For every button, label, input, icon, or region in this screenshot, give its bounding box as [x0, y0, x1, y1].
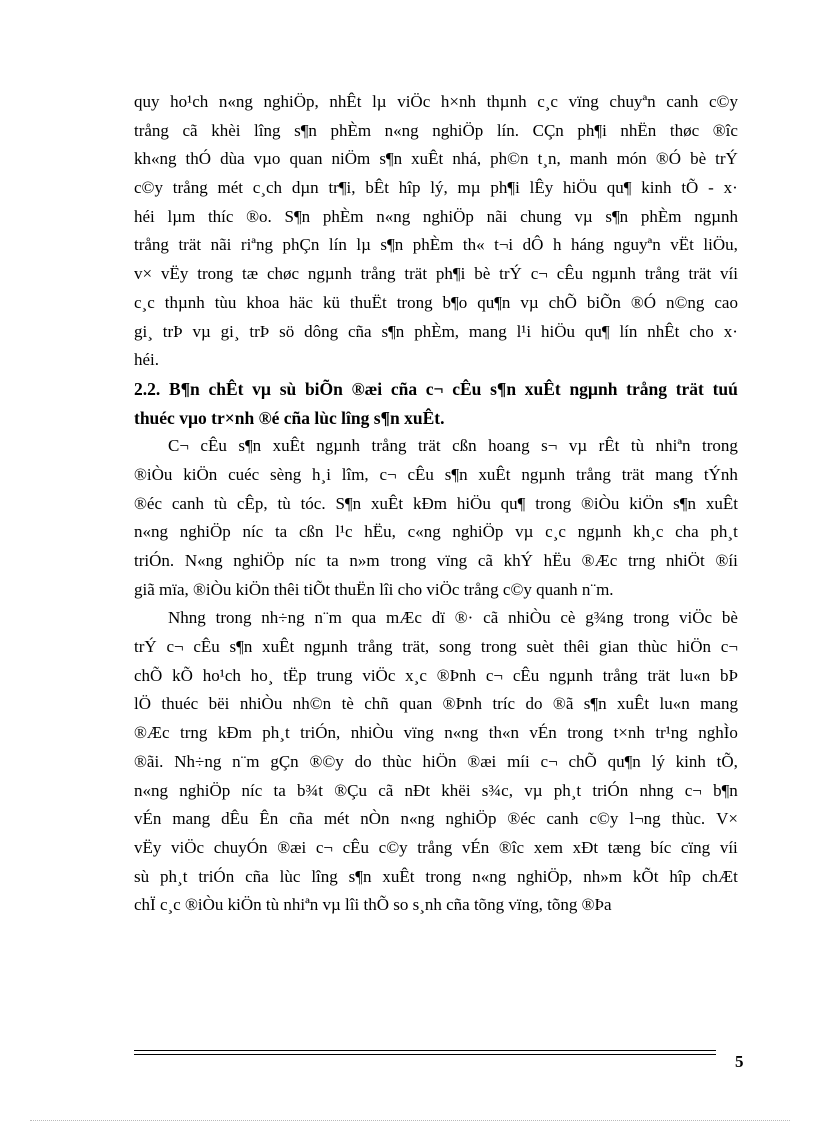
- text-line: chÏ c¸c ®iÒu kiÖn tù nhiªn vµ lîi thÕ so s¸nh cña tõng vïng, tõng ®Þa: [134, 895, 612, 915]
- text-line: ®éc canh tù cÊp, tù tóc. S¶n xuÊt kÐm hiÖu qu¶ trong ®iÒu kiÖn s¶n xuÊt: [134, 493, 738, 513]
- page-edge: [30, 1120, 790, 1121]
- section-heading: [134, 375, 738, 432]
- text-line: C¬ cÊu s¶n xuÊt ngµnh trång trät cßn hoang s¬ vµ rÊt tù nhiªn trong: [168, 436, 738, 456]
- text-line: héi.: [134, 350, 160, 370]
- text-line: kh«ng thÓ dùa vµo quan niÖm s¶n xuÊt nhá, ph©n t¸n, manh món ®Ó bè trÝ: [134, 149, 738, 169]
- paragraph: [134, 604, 738, 920]
- paragraph: [134, 88, 738, 375]
- paragraph: [134, 432, 738, 604]
- text-line: triÓn. N«ng nghiÖp níc ta n»m trong vïng cã khÝ hËu ®Æc trng nhiÖt ®íi: [134, 551, 738, 570]
- text-line: ®iÒu kiÖn cuéc sèng h¸i lîm, c¬ cÊu s¶n xuÊt ngµnh trång trät mang tÝnh: [134, 464, 738, 484]
- text-line: quy ho¹ch n«ng nghiÖp, nhÊt lµ viÖc h×nh thµnh c¸c vïng chuyªn canh c©y: [134, 92, 738, 111]
- text-line: thuéc vµo tr×nh ®é cña lùc lîng s¶n xuÊt.: [134, 407, 445, 428]
- text-line: héi lµm thíc ®o. S¶n phÈm n«ng nghiÖp nãi chung vµ s¶n phÈm ngµnh: [134, 206, 738, 226]
- text-line: v× vËy trong tæ chøc ngµnh trång trät ph¶i bè trÝ c¬ cÊu ngµnh trång trät víi: [134, 264, 738, 284]
- text-line: lÖ thuéc bëi nhiÒu nh©n tè chñ quan ®Þnh tríc do ®ã s¶n xuÊt lu«n mang: [134, 694, 738, 714]
- text-line: chÕ kÕ ho¹ch ho¸ tËp trung viÖc x¸c ®Þnh c¬ cÊu ngµnh trång trät lu«n bÞ: [134, 665, 738, 685]
- text-line: c©y trång mét c¸ch dµn tr¶i, bÊt hîp lý, mµ ph¶i lÊy hiÖu qu¶ kinh tÕ - x·: [134, 178, 738, 198]
- body-text: [134, 88, 738, 920]
- text-line: ®Æc trng kÐm ph¸t triÓn, nhiÒu vïng n«ng th«n vÉn trong t×nh tr¹ng nghÌo: [134, 723, 738, 743]
- text-line: vËy viÖc chuyÓn ®æi c¬ cÊu c©y trång vÉn ®îc xem xÐt tæng bíc cïng víi: [134, 837, 738, 857]
- text-line: c¸c thµnh tùu khoa häc kü thuËt trong b¶o qu¶n vµ chÕ biÕn ®Ó n©ng cao: [134, 292, 738, 312]
- text-line: giã mïa, ®iÒu kiÖn thêi tiÕt thuËn lîi cho viÖc trång c©y quanh n¨m.: [134, 579, 614, 599]
- text-line: gi¸ trÞ vµ gi¸ trÞ sö dông cña s¶n phÈm, mang l¹i hiÖu qu¶ lín nhÊt cho x·: [134, 321, 738, 341]
- text-line: trång trät nãi riªng phÇn lín lµ s¶n phÈm th« t¬i dÔ h háng nguyªn vËt liÖu,: [134, 235, 738, 255]
- footer-rule: [134, 1050, 716, 1055]
- text-line: sù ph¸t triÓn cña lùc lîng s¶n xuÊt trong n«ng nghiÖp, nh»m kÕt hîp chÆt: [134, 866, 738, 886]
- text-line: vÉn mang dÊu Ên cña mét nÒn n«ng nghiÖp ®éc canh c©y l¬ng thùc. V×: [134, 809, 738, 829]
- text-line: trÝ c¬ cÊu s¶n xuÊt ngµnh trång trät, song trong suèt thêi gian thùc hiÖn c¬: [134, 637, 738, 657]
- page-number: 5: [735, 1052, 744, 1071]
- text-line: 2.2. B¶n chÊt vµ sù biÕn ®æi cña c¬ cÊu s¶n xuÊt ngµnh trång trät tuú: [134, 378, 738, 399]
- text-line: ®ãi. Nh÷ng n¨m gÇn ®©y do thùc hiÖn ®æi míi c¬ chÕ qu¶n lý kinh tÕ,: [134, 751, 738, 771]
- text-line: Nhng trong nh÷ng n¨m qua mÆc dï ®· cã nhiÒu cè g¾ng trong viÖc bè: [168, 608, 738, 628]
- text-line: n«ng nghiÖp níc ta cßn l¹c hËu, c«ng nghiÖp vµ c¸c ngµnh kh¸c cha ph¸t: [134, 522, 738, 542]
- text-line: trång cã khèi lîng s¶n phÈm n«ng nghiÖp lín. CÇn ph¶i nhËn thøc ®îc: [134, 120, 738, 140]
- text-line: n«ng nghiÖp níc ta b¾t ®Çu cã nÐt khëi s¾c, vµ ph¸t triÓn nhng c¬ b¶n: [134, 780, 738, 800]
